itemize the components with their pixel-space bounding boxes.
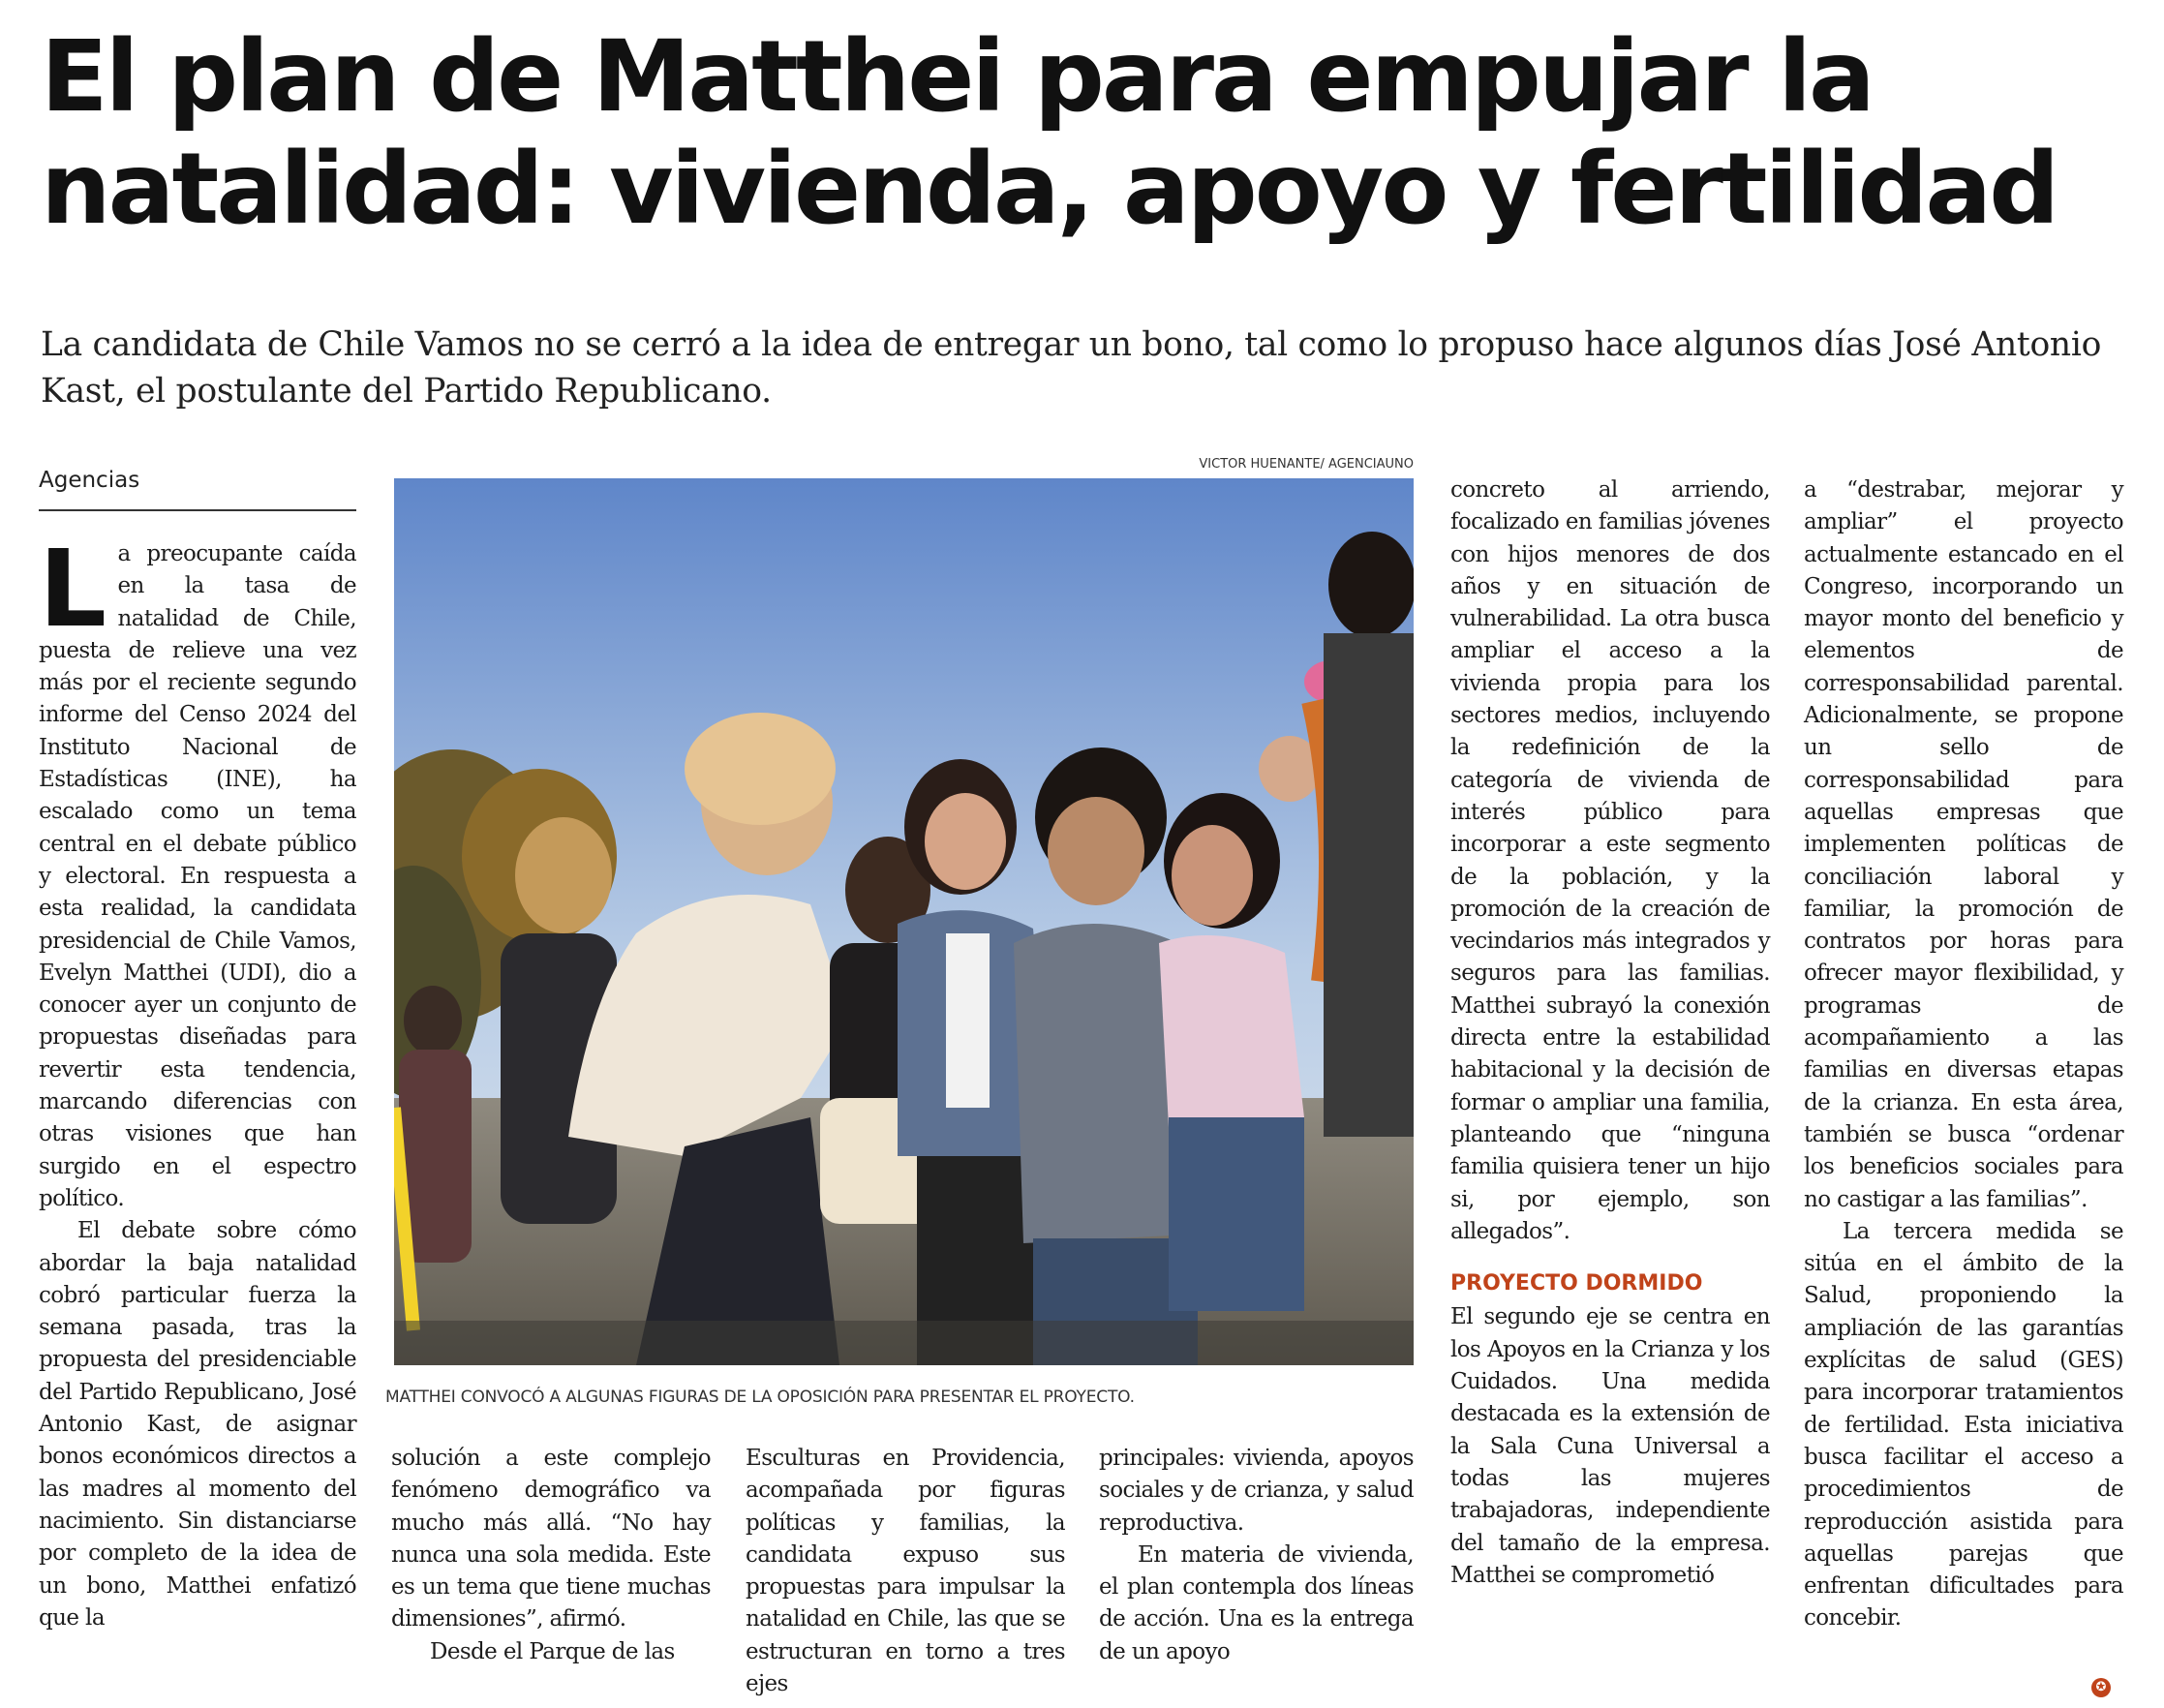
paragraph-text: a preocupante caída en la tasa de natalidad de Chile, puesta de relieve una vez más por el reciente segundo informe del Censo 2024 del Instituto Nacional de Estadísticas (INE), ha escalado como un tema central en el debate público y electoral. En respuesta a esta realidad, la candidata presidencial de Chile Vamos, Evelyn Matthei (UDI), dio a conocer ayer un conjunto de propuestas diseñadas para revertir esta tendencia, marcando diferencias con otras visiones que han surgido en el espectro político. [39,541,356,1211]
end-of-article-icon: ✪ [2091,1678,2111,1697]
article-paragraph: concreto al arriendo, focalizado en familias jóvenes con hijos menores de dos años y en situación de vulnerabilidad. La otra busca ampliar el acceso a la vivienda propia para los sectores medios, incluyendo la redefinición de la categoría de vivienda de interés público para incorporar a este segmento de la población, y la promoción de la creación de vecindarios más integrados y seguros para las familias. Matthei subrayó la conexión directa entre la estabilidad habitacional y la decisión de formar o ampliar una familia, planteando que “ninguna familia quisiera tener un hijo si, por ejemplo, son allegados”. [1450,477,1770,1244]
article-photo [394,478,1414,1365]
article-column-6 [1804,474,2123,1635]
article-paragraph: solución a este complejo fenómeno demográfico va mucho más allá. “No hay nunca una sola medida. Este es un tema que tiene muchas dimensiones”, afirmó. [391,1446,711,1632]
article-paragraph: La tercera medida se sitúa en el ámbito de la Salud, proponiendo la ampliación de las garantías explícitas de salud (GES) para incorporar tratamientos de fertilidad. Esta iniciativa busca facilitar el acceso a procedimientos de reproducción asistida para aquellas parejas que enfrentan dificultades para concebir. [1804,1218,2123,1632]
article-paragraph: Desde el Parque de las [430,1638,675,1664]
photo-credit: VICTOR HUENANTE/ AGENCIAUNO [1199,457,1414,472]
article-paragraph: a “destrabar, mejorar y ampliar” el proyecto actualmente estancado en el Congreso, incorporando un mayor monto del beneficio y elementos de corresponsabilidad parental. Adicionalmente, se propone un sello de corresponsabilidad para aquellas empresas que implementen políticas de conciliación laboral y familiar, la promoción de contratos por horas para ofrecer mayor flexibilidad, y programas de acompañamiento a las familias en diversas etapas de la crianza. En esta área, también se busca “ordenar los beneficios sociales para no castigar a las familias”. [1804,477,2123,1212]
article-column-2 [391,1443,711,1668]
article-column-1 [39,527,356,1634]
article-paragraph: En materia de vivienda, el plan contempla dos líneas de acción. Una es la entrega de un apoyo [1099,1541,1414,1664]
article-column-3 [746,1443,1065,1700]
article-column-5 [1450,474,1770,1592]
section-subhead: PROYECTO DORMIDO [1450,1271,1703,1296]
headline-line-2: natalidad: vivienda, apoyo y fertilidad [41,132,2057,247]
article-paragraph: Esculturas en Providencia, acompañada por figuras políticas y familias, la candidata expuso sus propuestas para impulsar la natalidad en Chile, las que se estructuran en torno a tres ejes [746,1446,1065,1697]
drop-cap: L [39,527,107,651]
article-paragraph: principales: vivienda, apoyos sociales y de crianza, y salud reproductiva. [1099,1446,1414,1536]
byline-rule [39,509,356,511]
headline [41,21,2132,246]
article-paragraph: El segundo eje se centra en los Apoyos en la Crianza y los Cuidados. Una medida destacada es la extensión de la Sala Cuna Universal a todas las mujeres trabajadoras, independiente del tamaño de la empresa. Matthei se comprometió [1450,1304,1770,1588]
byline: Agencias [39,468,140,493]
deck-subtitle: La candidata de Chile Vamos no se cerró a la idea de entregar un bono, tal como lo propuso hace algunos días José Antonio Kast, el postulante del Partido Republicano. [41,325,2102,411]
photo-illustration [394,478,1414,1365]
article-paragraph [39,527,356,1215]
headline-line-1: El plan de Matthei para empujar la [41,19,1873,135]
article-column-4 [1099,1443,1414,1668]
article-paragraph: El debate sobre cómo abordar la baja natalidad cobró particular fuerza la semana pasada, tras la propuesta del presidenciable del Partido Republicano, José Antonio Kast, de asignar bonos económicos directos a las madres al momento del nacimiento. Sin distanciarse por completo de la idea de un bono, Matthei enfatizó que la [39,1218,356,1631]
photo-caption: MATTHEI CONVOCÓ A ALGUNAS FIGURAS DE LA OPOSICIÓN PARA PRESENTAR EL PROYECTO. [385,1388,1135,1407]
